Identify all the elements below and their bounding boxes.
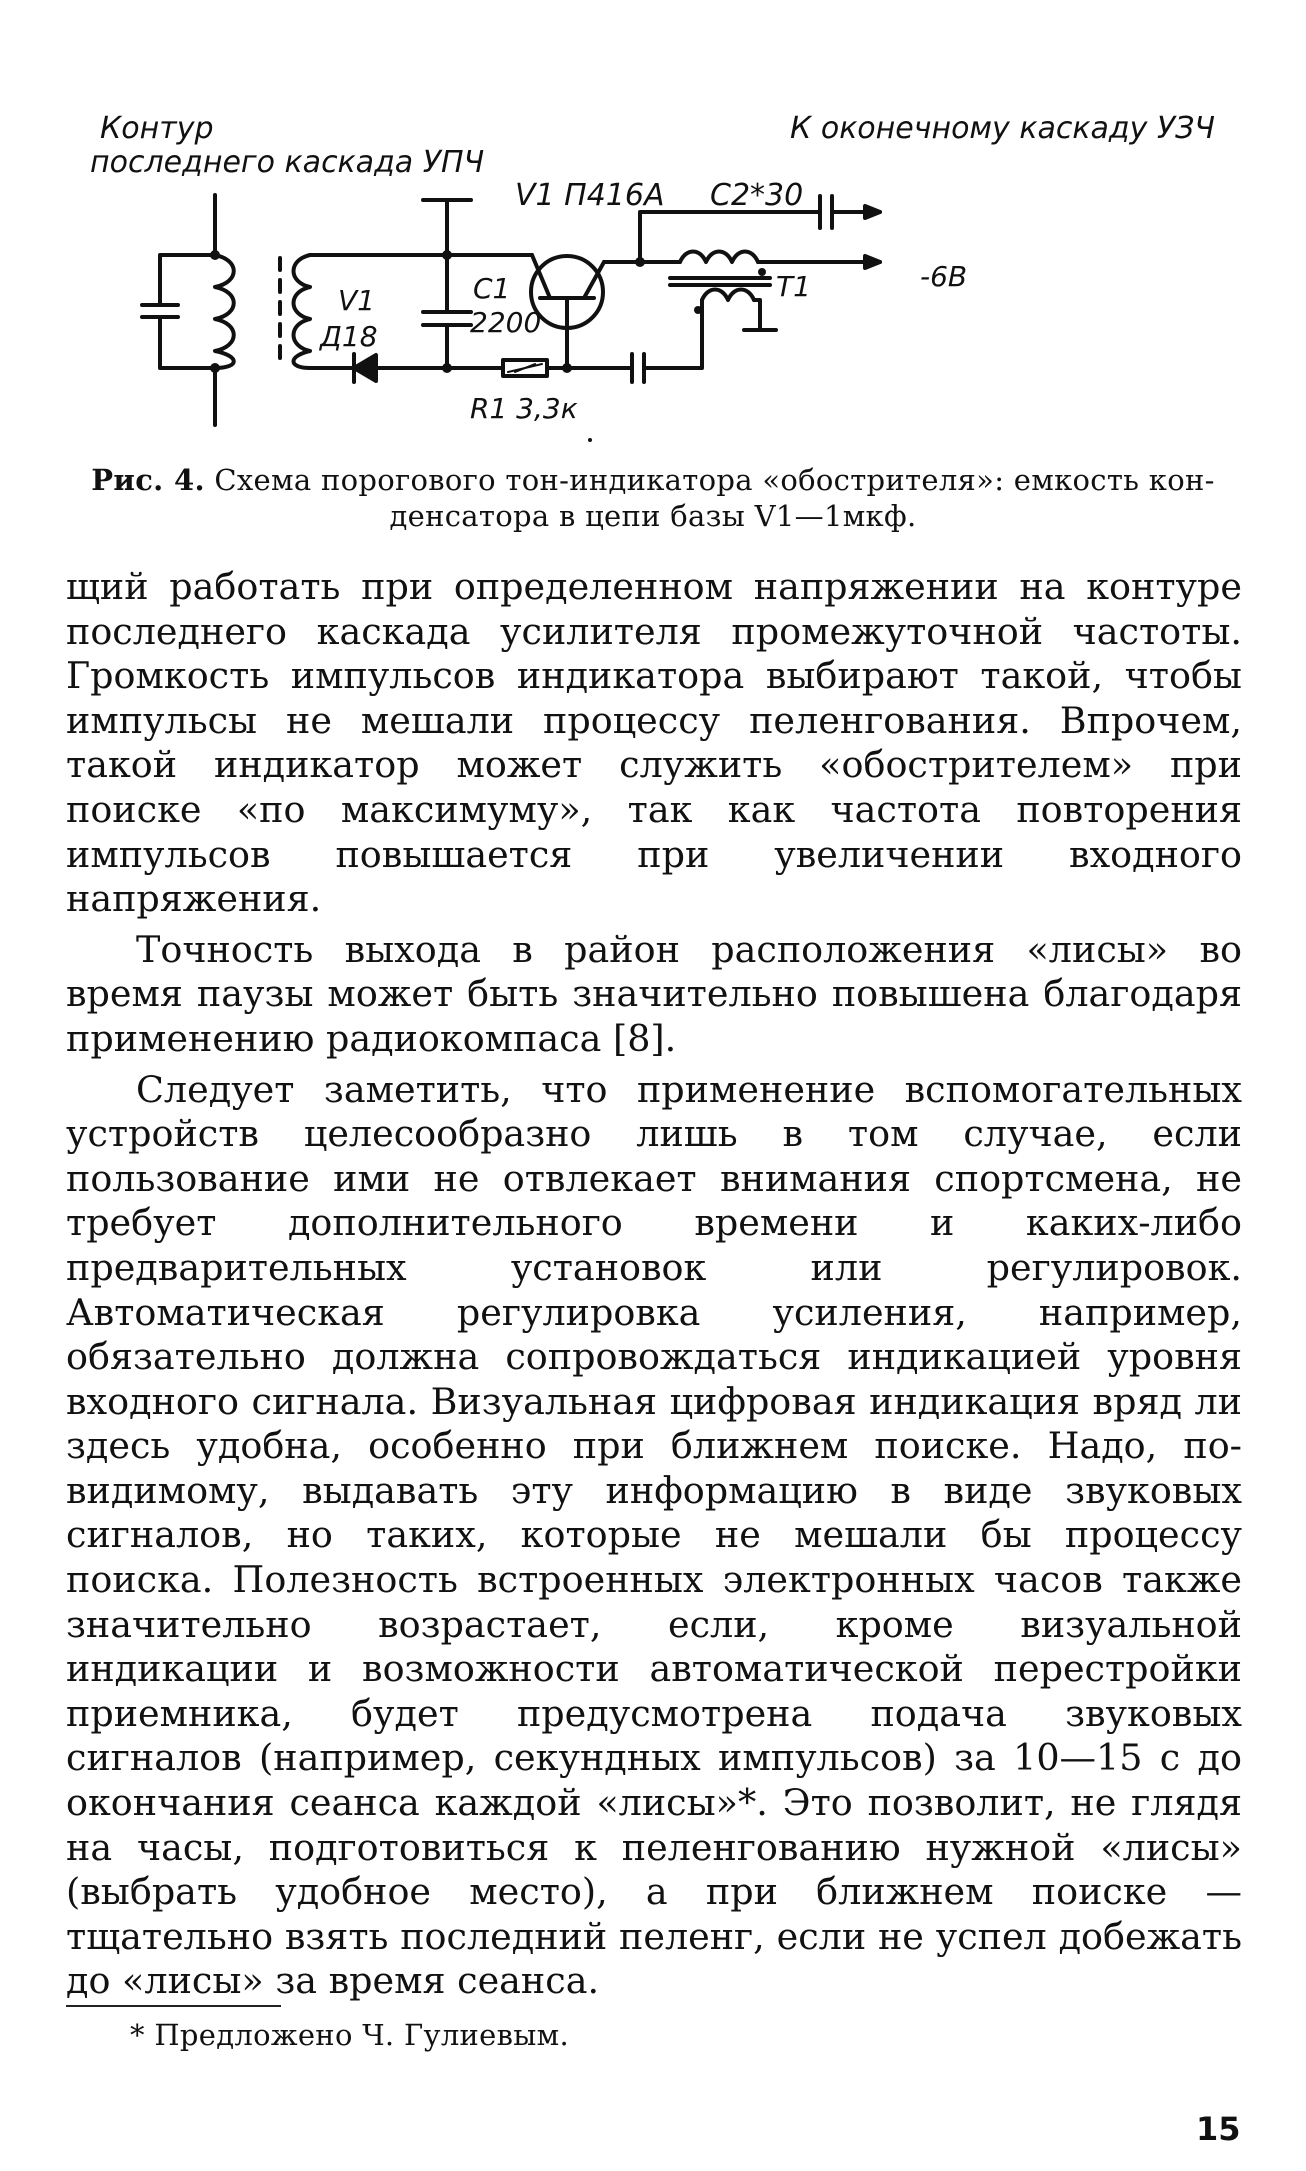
label-c2: C2*30 <box>710 178 804 213</box>
label-v1: V1 <box>338 284 375 317</box>
caption-line-2: денсатора в цепи базы V1—1мкф. <box>389 499 917 533</box>
label-r1: R1 3,3к <box>470 392 578 425</box>
label-c1-value: 2200 <box>470 306 542 339</box>
main-text <box>66 565 1242 2010</box>
paragraph: Точность выхода в район расположения «лисы» во время паузы может быть значительно повышена благодаря применению радиокомпаса [8]. <box>66 927 1242 1060</box>
caption-line-1: Схема порогового тон-индикатора «обострителя»: емкость кон- <box>214 463 1215 497</box>
figure-caption <box>66 462 1240 534</box>
label-final-stage: К оконечному каскаду УЗЧ <box>790 111 1215 146</box>
caption-prefix: Рис. 4. <box>91 463 205 497</box>
label-v1-type: Д18 <box>320 320 378 353</box>
paragraph: щий работать при определенном напряжении на контуре последнего каскада усилителя промежуточной частоты. Громкость импульсов индикатора выбирают такой, чтобы импульсы не мешали процессу пеленгования. Впрочем, такой индикатор может служить «обострителем» при поиске «по максимуму», так как частота повторения импульсов повышается при увеличении входного напряжения. <box>66 565 1242 921</box>
label-contour-2: последнего каскада УПЧ <box>90 145 485 180</box>
circuit-diagram <box>90 110 1240 440</box>
label-c1: C1 <box>473 272 511 305</box>
label-t1: T1 <box>776 270 811 303</box>
footnote-divider <box>66 2005 281 2007</box>
label-transistor: V1 П416А <box>515 178 665 213</box>
label-contour: Контур <box>100 111 214 146</box>
paragraph: Следует заметить, что применение вспомогательных устройств целесообразно лишь в том случае, если пользование ими не отвлекает внимания спортсмена, не требует дополнительного времени и каких-либо предварительных установок или регулировок. Автоматическая регулировка усиления, например, обязательно должна сопровождаться индикацией уровня входного сигнала. Визуальная цифровая индикация вряд ли здесь удобна, особенно при ближнем поиске. Надо, по-видимому, выдавать эту информацию в виде звуковых сигналов, но таких, которые не мешали бы процессу поиска. Полезность встроенных электронных часов также значительно возрастает, если, кроме визуальной индикации и возможности автоматической перестройки приемника, будет предусмотрена подача звуковых сигналов (например, секундных импульсов) за 10—15 с до окончания сеанса каждой «лисы»*. Это позволит, не глядя на часы, подготовиться к пеленгованию нужной «лисы» (выбрать удобное место), а при ближнем поиске — тщательно взять последний пеленг, если не успел добежать до «лисы» за время сеанса. <box>66 1067 1242 2003</box>
page-number: 15 <box>1196 2110 1241 2148</box>
footnote: * Предложено Ч. Гулиевым. <box>130 2018 570 2052</box>
label-supply: -6В <box>920 260 968 293</box>
